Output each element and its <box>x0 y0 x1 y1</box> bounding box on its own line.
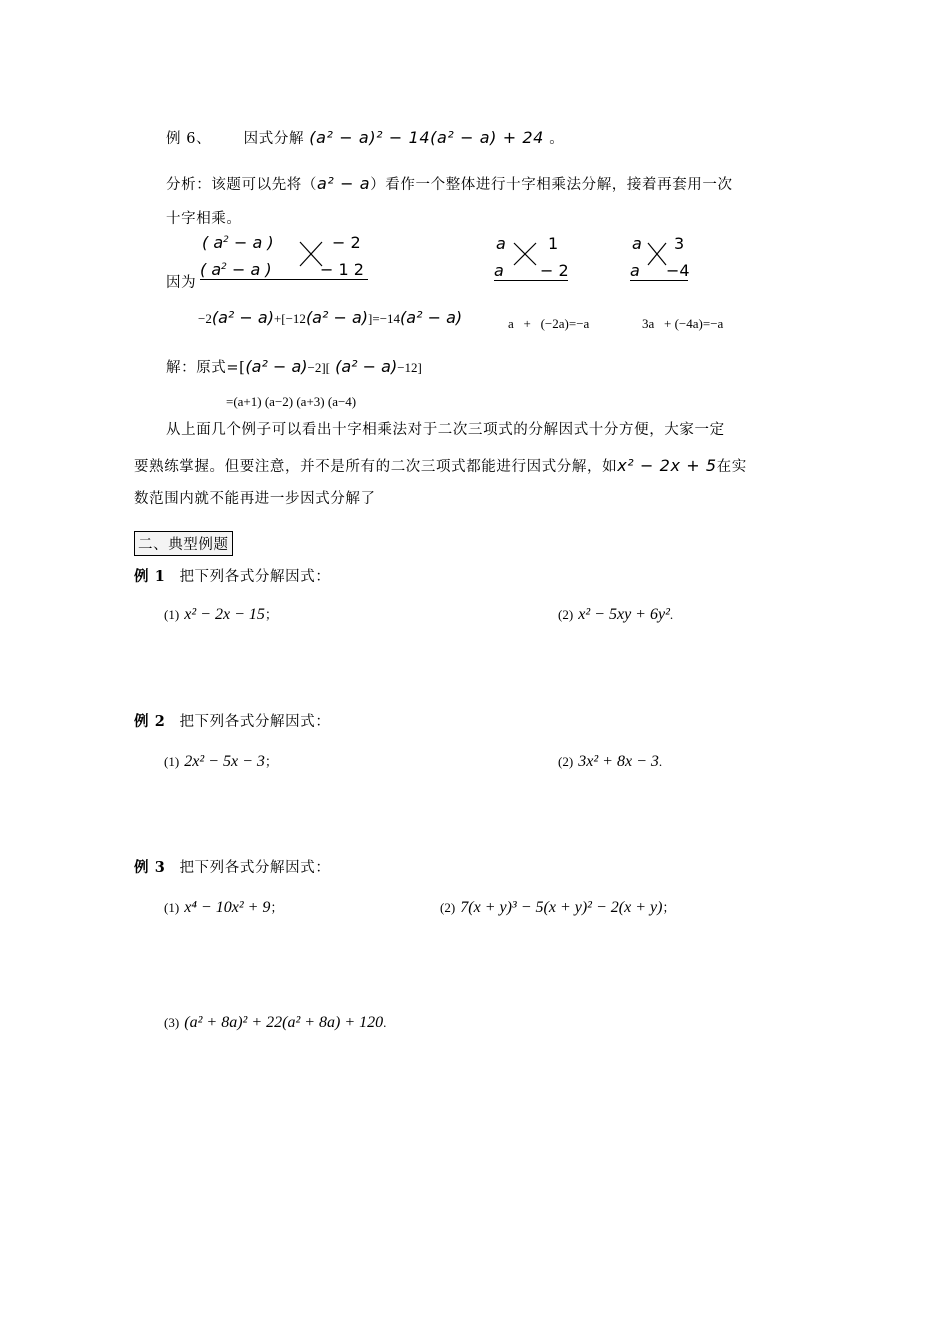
cross-right-top-right: 3 <box>674 234 685 253</box>
example1-p2-end: . <box>669 607 674 622</box>
cross-right-bottom-left: a <box>630 261 640 280</box>
example1-header <box>134 565 330 586</box>
example1-p1-num: (1) <box>164 607 180 622</box>
example3-p2-end: ； <box>662 900 676 915</box>
example2-p2-expr: 3x² + 8x − 3 <box>578 753 659 770</box>
summary-line-2 <box>134 455 747 476</box>
example3-problem-1 <box>164 897 283 917</box>
cross-left-bottom-exp: 2 <box>221 262 227 272</box>
cross-mid-bottom-right: − 2 <box>540 261 569 280</box>
example1-problem-1 <box>164 604 278 624</box>
solution-line-1 <box>166 356 422 377</box>
example3-p1-end: ； <box>270 900 284 915</box>
solution-mid: −2][ <box>307 360 330 375</box>
cross-mid-top-right: 1 <box>548 234 559 253</box>
example3-p1-num: (1) <box>164 900 180 915</box>
check-left-expr-3: (a² − a) <box>400 308 463 327</box>
cross-left-bottom-c: − a ) <box>226 260 272 279</box>
check-left-expr-2: (a² − a) <box>305 308 369 327</box>
example2-p2-num: (2) <box>558 754 574 769</box>
example1-p1-expr: x² − 2x − 15 <box>184 606 265 623</box>
example2-header <box>134 710 330 731</box>
solution-line-2: =(a+1) (a−2) (a+3) (a−4) <box>226 394 357 409</box>
cross-left-bottom-right: − 1 2 <box>320 260 364 279</box>
solution-expr-1: (a² − a) <box>245 357 308 376</box>
analysis-expression: a² − a <box>317 174 371 193</box>
example2-p1-num: (1) <box>164 754 180 769</box>
cross-left-top-right: − 2 <box>332 233 361 252</box>
cross-left-top-c: − a ) <box>228 233 274 252</box>
ex6-line <box>166 127 564 148</box>
example3-p2-expr: 7(x + y)³ − 5(x + y)² − 2(x + y) <box>460 899 663 916</box>
check-left-1: −2 <box>198 311 212 326</box>
cross-left-top <box>202 233 274 252</box>
example3-problem-2 <box>440 897 675 917</box>
section-title: 二、典型例题 <box>134 531 233 556</box>
example3-p2-num: (2) <box>440 900 456 915</box>
example1-p1-end: ； <box>264 607 278 622</box>
summary-line-2-b: 在实 <box>716 459 747 475</box>
example3-header <box>134 856 330 877</box>
analysis-line-2: 十字相乘。 <box>166 211 242 227</box>
solution-expr-2: (a² − a) <box>335 357 398 376</box>
example2-prompt: 把下列各式分解因式： <box>179 714 331 730</box>
cross-left-top-exp: 2 <box>223 235 229 245</box>
cross-left-x-icon <box>298 240 324 268</box>
check-left-3: ]=−14 <box>368 311 401 326</box>
check-right: 3a + (−4a)=−a <box>642 316 724 331</box>
cross-left-bottom <box>200 260 368 280</box>
example2-p1-end: ； <box>264 754 278 769</box>
example1-problem-2 <box>558 604 673 624</box>
cross-right-bottom-right: −4 <box>666 261 690 280</box>
cross-mid-x-icon <box>512 241 538 267</box>
solution-label: 解：原式=[ <box>166 360 246 376</box>
analysis-text-a: 分析：该题可以先将（ <box>166 177 317 193</box>
example3-p3-expr: (a² + 8a)² + 22(a² + 8a) + 120 <box>184 1014 384 1031</box>
summary-line-1: 从上面几个例子可以看出十字相乘法对于二次三项式的分解因式十分方便，大家一定 <box>166 422 725 438</box>
example1-p2-num: (2) <box>558 607 574 622</box>
summary-expression: x² − 2x + 5 <box>617 456 717 475</box>
cross-left-bottom-a: ( a <box>200 260 222 279</box>
analysis-text-b: ）看作一个整体进行十字相乘法分解，接着再套用一次 <box>370 177 733 193</box>
ex6-expression: (a² − a)² − 14(a² − a) + 24 <box>309 128 544 147</box>
example2-problem-1 <box>164 751 278 771</box>
example3-p3-num: (3) <box>164 1015 180 1030</box>
ex6-title: 因式分解 <box>243 131 305 147</box>
example3-p3-end: . <box>383 1015 387 1030</box>
cross-mid-bottom-left: a <box>494 261 504 280</box>
solution-end: −12] <box>397 360 422 375</box>
cross-left-top-a: ( a <box>202 233 224 252</box>
because-label: 因为 <box>166 275 197 291</box>
cross-right-x-icon <box>646 241 668 267</box>
example2-problem-2 <box>558 751 662 771</box>
ex6-end: 。 <box>549 131 565 147</box>
check-left-line <box>198 308 462 327</box>
example3-problem-3 <box>164 1012 386 1032</box>
check-mid: a + (−2a)=−a <box>508 316 590 331</box>
example2-label: 例 2 <box>134 713 166 730</box>
example1-label: 例 1 <box>134 568 166 585</box>
example3-label: 例 3 <box>134 859 166 876</box>
example1-prompt: 把下列各式分解因式： <box>179 569 331 585</box>
cross-right-top-left: a <box>632 234 642 253</box>
example1-p2-expr: x² − 5xy + 6y² <box>578 606 670 623</box>
example3-p1-expr: x⁴ − 10x² + 9 <box>184 899 271 916</box>
check-left-expr-1: (a² − a) <box>211 308 274 327</box>
summary-line-2-a: 要熟练掌握。但要注意，并不是所有的二次三项式都能进行因式分解，如 <box>134 459 618 475</box>
ex6-label: 例 6、 <box>166 131 212 147</box>
example3-prompt: 把下列各式分解因式： <box>179 860 331 876</box>
analysis-line-1 <box>166 173 733 194</box>
example2-p1-expr: 2x² − 5x − 3 <box>184 753 265 770</box>
check-left-2: +[−12 <box>273 311 306 326</box>
summary-line-3: 数范围内就不能再进一步因式分解了 <box>134 491 376 507</box>
example2-p2-end: . <box>658 754 663 769</box>
cross-mid-top-left: a <box>496 234 506 253</box>
